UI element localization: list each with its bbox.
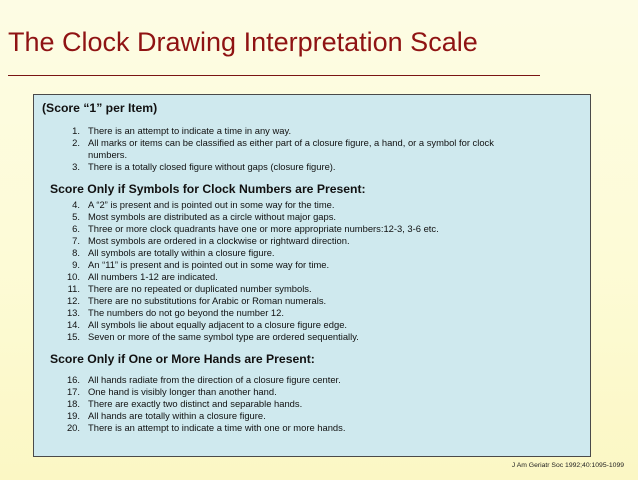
item-text: There are exactly two distinct and separable hands.: [88, 398, 303, 409]
item-text: Most symbols are ordered in a clockwise or rightward direction.: [88, 235, 350, 246]
item-text: Three or more clock quadrants have one or more appropriate numbers:12-3, 3-6 etc.: [88, 223, 439, 234]
item-number: 1.: [72, 125, 80, 136]
item-text: There is a totally closed figure without gaps (closure figure).: [88, 161, 336, 172]
item-number: 6.: [72, 223, 80, 234]
item-number: 17.: [66, 386, 80, 397]
item-number: 16.: [66, 374, 80, 385]
item-text: All hands radiate from the direction of a closure figure center.: [88, 374, 341, 385]
item-number: 10.: [66, 271, 80, 282]
item-text: Most symbols are distributed as a circle without major gaps.: [88, 211, 337, 222]
item-text: There is an attempt to indicate a time with one or more hands.: [88, 422, 346, 433]
item-text: All symbols lie about equally adjacent to a closure figure edge.: [88, 319, 348, 330]
item-number: 7.: [72, 235, 80, 246]
section-heading: Score Only if Symbols for Clock Numbers are Present:: [50, 182, 366, 196]
item-text: numbers.: [88, 149, 128, 160]
item-text: One hand is visibly longer than another hand.: [88, 386, 277, 397]
item-number: 4.: [72, 199, 80, 210]
item-text: All symbols are totally within a closure figure.: [88, 247, 275, 258]
citation: J Am Geriatr Soc 1992;40:1095-1099: [511, 462, 624, 469]
scale-content-box: [33, 94, 591, 457]
item-text: All hands are totally within a closure figure.: [88, 410, 266, 421]
item-text: There is an attempt to indicate a time in any way.: [88, 125, 292, 136]
item-number: 15.: [66, 331, 80, 342]
item-number: 14.: [66, 319, 80, 330]
item-number: 11.: [67, 283, 80, 294]
page-title: The Clock Drawing Interpretation Scale: [8, 27, 478, 57]
item-number: 9.: [72, 259, 80, 270]
item-number: 5.: [72, 211, 80, 222]
item-number: 8.: [72, 247, 80, 258]
item-number: 18.: [66, 398, 80, 409]
item-text: The numbers do not go beyond the number 12.: [88, 307, 284, 318]
item-number: 13.: [66, 307, 80, 318]
item-text: An “11” is present and is pointed out in some way for time.: [88, 259, 330, 270]
item-text: A “2” is present and is pointed out in some way for the time.: [88, 199, 335, 210]
item-number: 20.: [66, 422, 80, 433]
item-text: There are no repeated or duplicated number symbols.: [88, 283, 312, 294]
item-text: There are no substitutions for Arabic or Roman numerals.: [88, 295, 327, 306]
item-text: Seven or more of the same symbol type are ordered sequentially.: [88, 331, 359, 342]
item-text: All marks or items can be classified as either part of a closure figure, a hand, or a symbol for clock: [88, 137, 494, 148]
section-heading: Score Only if One or More Hands are Present:: [50, 352, 315, 366]
item-number: 3.: [72, 161, 80, 172]
item-number: 12.: [66, 295, 80, 306]
item-text: All numbers 1-12 are indicated.: [88, 271, 218, 282]
item-number: 2.: [72, 137, 80, 148]
item-number: 19.: [66, 410, 80, 421]
title-divider: [8, 75, 540, 76]
section-heading: (Score “1” per Item): [42, 101, 158, 115]
